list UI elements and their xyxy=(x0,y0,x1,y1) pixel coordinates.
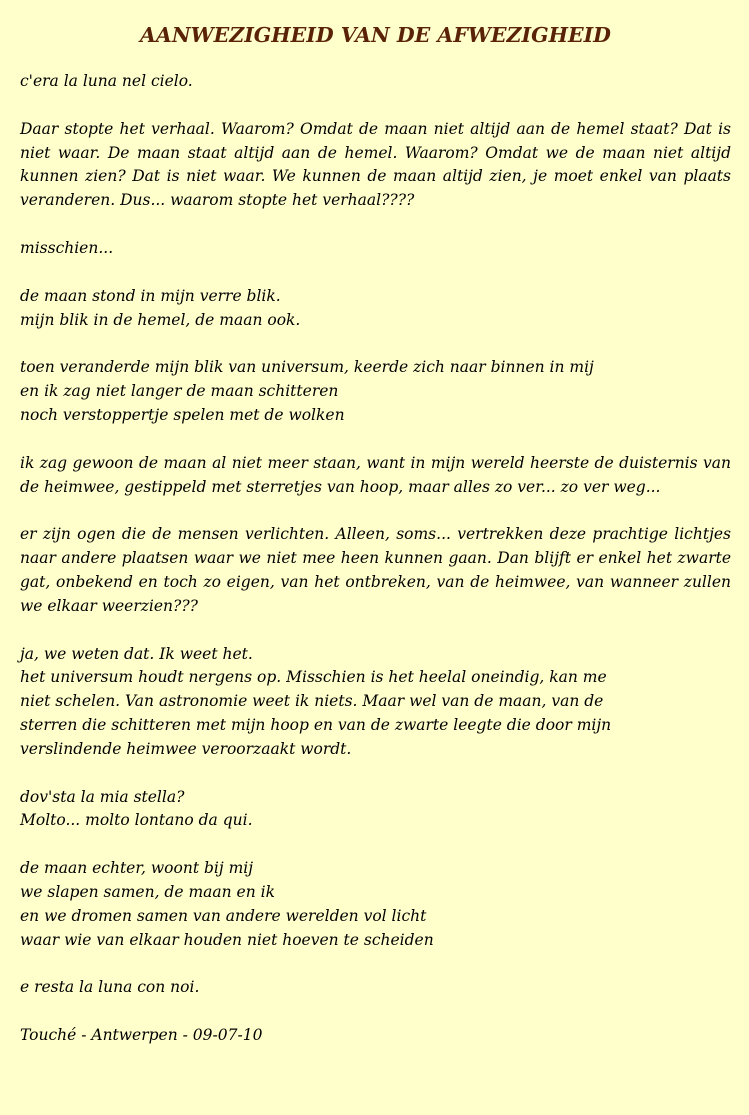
paragraph-line: sterren die schitteren met mijn hoop en van de zwarte leegte die door mijn xyxy=(20,715,612,734)
poem-title: AANWEZIGHEID VAN DE AFWEZIGHEID xyxy=(140,23,611,47)
paragraph-line: we slapen samen, de maan en ik xyxy=(20,882,275,901)
paragraph-line: toen veranderde mijn blik van universum, keerde zich naar binnen in mij xyxy=(20,358,594,377)
paragraph-line: c'era la luna nel cielo. xyxy=(20,72,193,90)
paragraph-line: de maan stond in mijn verre blik. xyxy=(20,286,281,305)
signature-line xyxy=(20,1024,731,1048)
paragraph-line: mijn blik in de hemel, de maan ook. xyxy=(20,310,301,329)
paragraph-10 xyxy=(20,857,731,952)
paragraph-4 xyxy=(20,285,731,333)
paragraph-9 xyxy=(20,786,731,834)
paragraph-line: niet schelen. Van astronomie weet ik niets. Maar wel van de maan, van de xyxy=(20,692,604,711)
paragraph-6: ik zag gewoon de maan al niet meer staan, want in mijn wereld heerste de duisternis van de heimwee, gestippeld met sterretjes van hoop, maar alles zo ver... zo ver weg... xyxy=(20,453,731,496)
paragraph-11 xyxy=(20,976,731,1000)
paragraph-7: er zijn ogen die de mensen verlichten. Alleen, soms... vertrekken deze prachtige lichtjes naar andere plaatsen waar we niet mee heen kunnen gaan. Dan blijft er enkel het zwarte gat, onbekend en toch zo eigen, van het ontbreken, van de heimwee, van wanneer zullen we elkaar weerzien??? xyxy=(20,525,731,615)
paragraph-line: Touché - Antwerpen - 09-07-10 xyxy=(20,1026,263,1045)
paragraph-8 xyxy=(20,643,731,762)
paragraph-line: verslindende heimwee veroorzaakt wordt. xyxy=(20,739,352,758)
paragraph-1 xyxy=(20,70,731,94)
paragraph-line: dov'sta la mia stella? xyxy=(20,787,185,806)
paragraph-line: Molto... molto lontano da qui. xyxy=(20,811,253,830)
paragraph-line: ja, we weten dat. Ik weet het. xyxy=(20,644,253,663)
paragraph-3 xyxy=(20,237,731,261)
paragraph-2: Daar stopte het verhaal. Waarom? Omdat de maan niet altijd aan de hemel staat? Dat is niet waar. De maan staat altijd aan de hemel. Waarom? Omdat we de maan niet altijd kunnen zien? Dat is niet waar. We kunnen de maan altijd zien, je moet enkel van plaats veranderen. Dus... waarom stopte het verhaal???? xyxy=(20,119,731,210)
paragraph-line: noch verstoppertje spelen met de wolken xyxy=(20,405,345,424)
paragraph-line: en ik zag niet langer de maan schitteren xyxy=(20,382,339,401)
paragraph-line: de maan echter, woont bij mij xyxy=(20,859,254,878)
paragraph-line: e resta la luna con noi. xyxy=(20,978,200,997)
paragraph-line: misschien... xyxy=(20,238,114,257)
paragraph-line: waar wie van elkaar houden niet hoeven te scheiden xyxy=(20,930,434,949)
paragraph-line: het universum houdt nergens op. Misschien is het heelal oneindig, kan me xyxy=(20,668,607,687)
paragraph-5 xyxy=(20,356,731,427)
paragraph-line: en we dromen samen van andere werelden vol licht xyxy=(20,906,427,925)
